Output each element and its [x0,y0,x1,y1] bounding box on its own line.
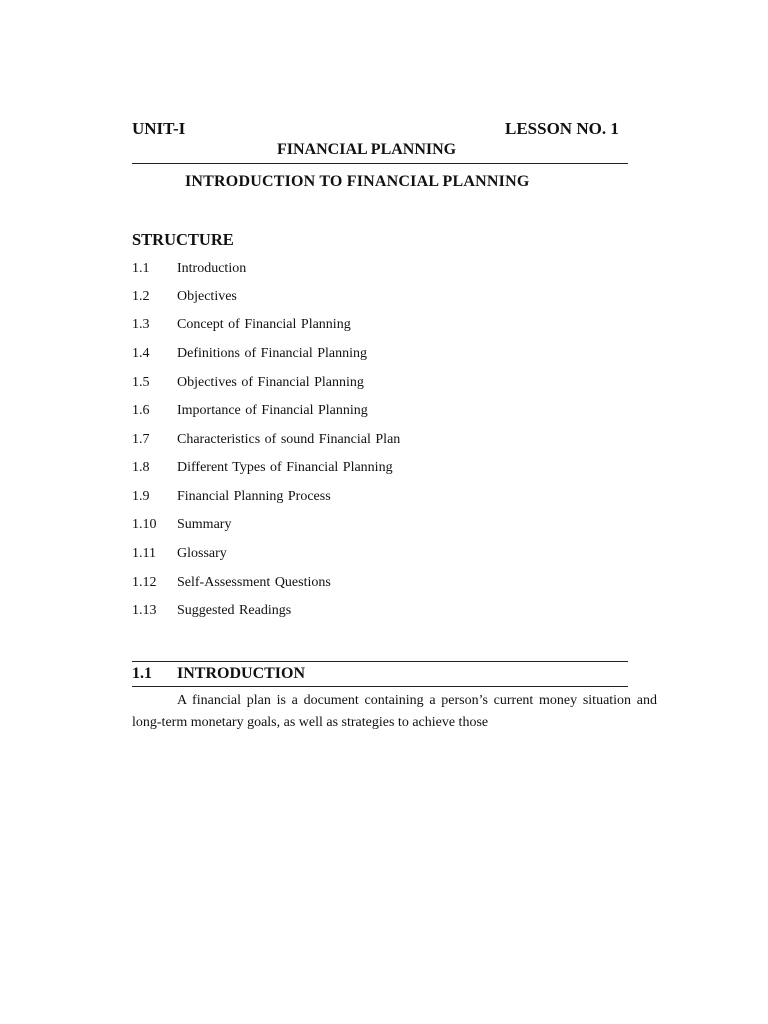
toc-item-number: 1.11 [132,546,156,561]
unit-label: UNIT-I [132,119,186,138]
toc-item-label: Suggested Readings [177,603,292,618]
toc-item-label: Self-Assessment Questions [177,575,331,590]
toc-item-label: Introduction [177,261,247,276]
toc-item-label: Importance of Financial Planning [177,403,368,418]
section-title: INTRODUCTION [177,665,306,682]
toc-item-number: 1.7 [132,432,150,447]
header-divider [132,163,628,164]
toc-item-number: 1.6 [132,403,150,418]
toc-item-label: Glossary [177,546,227,561]
lesson-title: INTRODUCTION TO FINANCIAL PLANNING [185,173,530,190]
toc-item-label: Different Types of Financial Planning [177,460,393,475]
toc-item-label: Objectives of Financial Planning [177,375,364,390]
toc-item-label: Concept of Financial Planning [177,317,351,332]
toc-item-label: Characteristics of sound Financial Plan [177,432,401,447]
toc-item-number: 1.12 [132,575,157,590]
toc-item-number: 1.13 [132,603,157,618]
section-number: 1.1 [132,665,152,682]
lesson-number: LESSON NO. 1 [505,119,619,138]
subject-title: FINANCIAL PLANNING [277,141,457,158]
toc-item-number: 1.1 [132,261,150,276]
section-divider-bottom [132,686,628,687]
toc-item-number: 1.2 [132,289,150,304]
toc-item-label: Summary [177,517,232,532]
toc-item-number: 1.4 [132,346,150,361]
section-divider-top [132,661,628,662]
structure-heading: STRUCTURE [132,230,234,249]
toc-item-label: Financial Planning Process [177,489,331,504]
toc-item-number: 1.3 [132,317,150,332]
toc-item-number: 1.9 [132,489,150,504]
introduction-paragraph [132,690,657,734]
toc-item-label: Objectives [177,289,237,304]
toc-item-number: 1.10 [132,517,157,532]
toc-item-number: 1.5 [132,375,150,390]
toc-item-label: Definitions of Financial Planning [177,346,368,361]
paragraph-text: A financial plan is a document containing a person’s current money situation and long-term monetary goals, as well as strategies to achieve those [132,693,657,730]
toc-item-number: 1.8 [132,460,150,475]
